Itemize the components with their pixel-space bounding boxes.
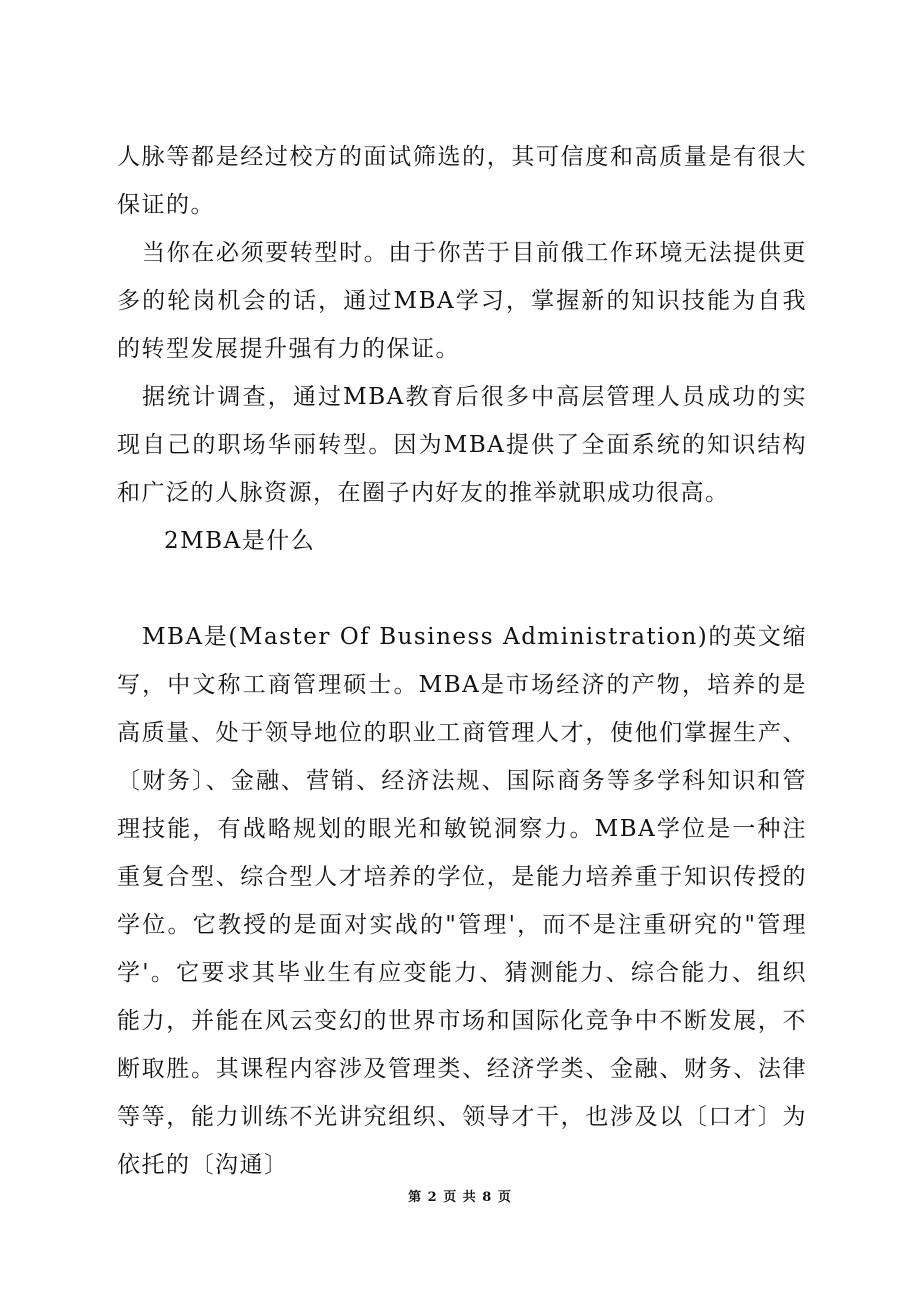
paragraph-mba-definition: MBA是(Master Of Business Administration)的英文缩写，中文称工商管理硕士。MBA是市场经济的产物，培养的是高质量、处于领导地位的职业工商管理人才，使他们掌握生产、〔财务〕、金融、营销、经济法规、国际商务等多学科知识和管理技能，有战略规划的眼光和敏锐洞察力。MBA学位是一种注重复合型、综合型人才培养的学位，是能力培养重于知识传授的学位。它教授的是面对实战的"管理'，而不是注重研究的"管理学'。它要求其毕业生有应变能力、猜测能力、综合能力、组织能力，并能在风云变幻的世界市场和国际化竞争中不断发展，不断取胜。其课程内容涉及管理类、经济学类、金融、财务、法律等等，能力训练不光讲究组织、领导才干，也涉及以〔口才〕为依托的〔沟通〕 [117, 624, 807, 1178]
section-heading: 2MBA是什么 [164, 528, 316, 554]
page-number-footer: 第 2 页 共 8 页 [408, 1190, 512, 1205]
document-body [117, 133, 807, 1189]
paragraph-statistics: 据统计调查，通过MBA教育后很多中高层管理人员成功的实现自己的职场华丽转型。因为MBA提供了全面系统的知识结构和广泛的人脉资源，在圈子内好友的推举就职成功很高。 [117, 384, 807, 506]
paragraph-transition: 当你在必须要转型时。由于你苦于目前俄工作环境无法提供更多的轮岗机会的话，通过MBA学习，掌握新的知识技能为自我的转型发展提升强有力的保证。 [117, 240, 807, 362]
paragraph-continuation: 人脉等都是经过校方的面试筛选的，其可信度和高质量是有很大保证的。 [117, 144, 807, 218]
section-spacer [117, 565, 807, 613]
